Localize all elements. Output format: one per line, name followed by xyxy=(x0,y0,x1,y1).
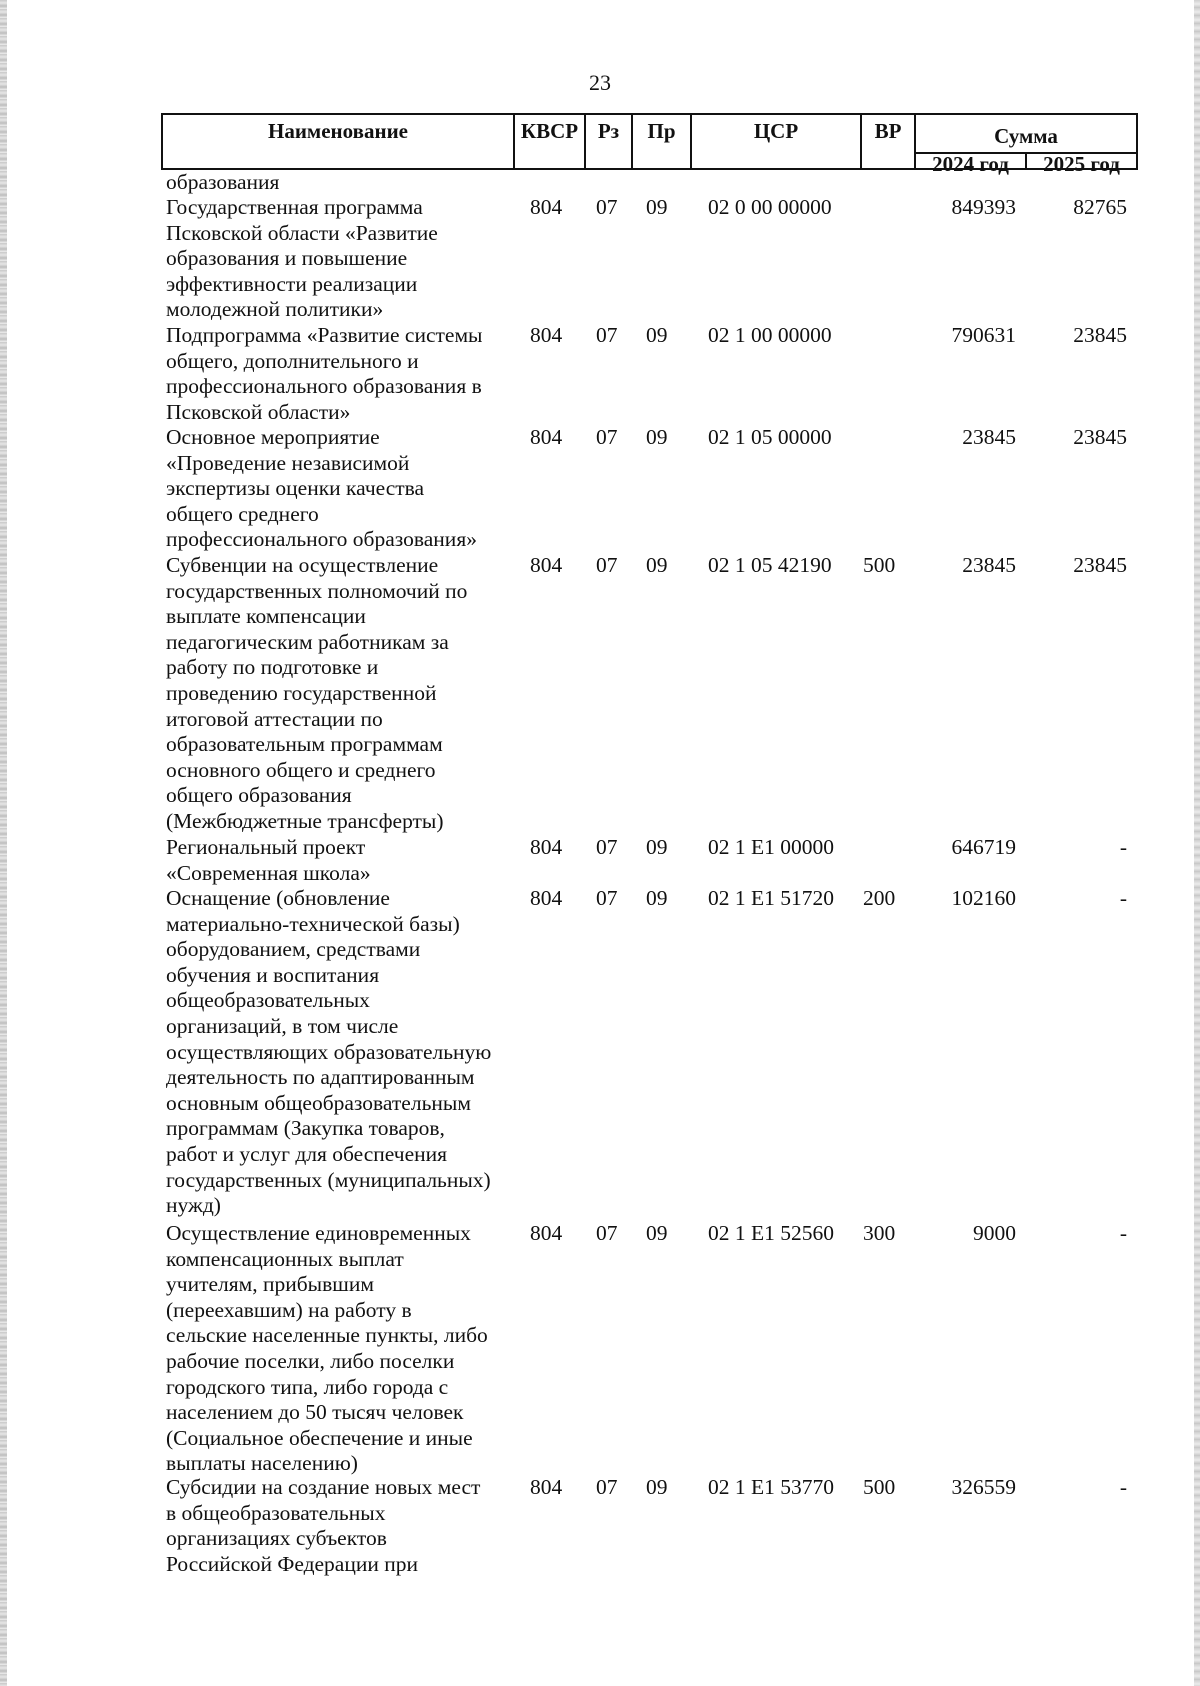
header-csr: ЦСР xyxy=(692,115,862,168)
row-sum-2024: 790631 xyxy=(951,323,1016,347)
row-csr: 02 1 00 00000 xyxy=(708,323,832,347)
row-sum-2025: 23845 xyxy=(1073,323,1127,347)
row-name: образования xyxy=(166,170,280,194)
row-sum-2024: 326559 xyxy=(951,1475,1016,1499)
row-sum-2025: 23845 xyxy=(1073,425,1127,449)
row-rz: 07 xyxy=(596,195,618,219)
row-sum-2025: 23845 xyxy=(1073,553,1127,577)
header-sum-label: Сумма xyxy=(994,124,1058,148)
row-rz: 07 xyxy=(596,886,618,910)
row-sum-2025: - xyxy=(1119,1475,1127,1499)
row-name: Подпрограмма «Развитие системы общего, дополнительного и профессионального образования в Псковской области» xyxy=(166,323,483,424)
header-year-2024: 2024 год xyxy=(916,152,1027,168)
page-number: 23 xyxy=(589,70,611,95)
row-csr: 02 1 E1 00000 xyxy=(708,835,835,859)
row-kvsr: 804 xyxy=(530,835,563,859)
row-csr: 02 1 E1 52560 xyxy=(708,1221,835,1245)
row-rz: 07 xyxy=(596,835,618,859)
row-sum-2025: - xyxy=(1119,886,1127,910)
row-pr: 09 xyxy=(646,1221,668,1245)
row-kvsr: 804 xyxy=(530,1221,563,1245)
row-sum-2024: 102160 xyxy=(951,886,1016,910)
row-name: Основное мероприятие «Проведение независимой экспертизы оценки качества общего среднего профессионального образования» xyxy=(166,425,477,552)
row-name: Субвенции на осуществление государственных полномочий по выплате компенсации педагогическим работникам за работу по подготовке и проведению государственной итоговой аттестации по образовательным программам основного общего и среднего общего образования (Межбюджетные трансферты) xyxy=(166,553,468,833)
row-vr: 500 xyxy=(863,553,896,577)
row-sum-2025: - xyxy=(1119,1221,1127,1245)
row-vr: 300 xyxy=(863,1221,896,1245)
row-sum-2024: 646719 xyxy=(951,835,1016,859)
row-csr: 02 1 05 00000 xyxy=(708,425,832,449)
header-rz: Рз xyxy=(586,115,633,168)
row-sum-2024: 23845 xyxy=(962,553,1016,577)
row-vr: 500 xyxy=(863,1475,896,1499)
row-sum-2025: - xyxy=(1119,835,1127,859)
row-pr: 09 xyxy=(646,195,668,219)
header-year-2025: 2025 год xyxy=(1027,152,1136,168)
row-csr: 02 1 E1 51720 xyxy=(708,886,835,910)
row-kvsr: 804 xyxy=(530,1475,563,1499)
row-sum-2024: 9000 xyxy=(973,1221,1016,1245)
row-pr: 09 xyxy=(646,323,668,347)
row-name: Осуществление единовременных компенсационных выплат учителям, прибывшим (переехавшим) на работу в сельские населенные пункты, либо рабочие поселки, либо поселки городского типа, либо города с населением до 50 тысяч человек (Социальное обеспечение и иные выплаты населению) xyxy=(166,1221,488,1476)
row-sum-2024: 23845 xyxy=(962,425,1016,449)
header-kvsr: КВСР xyxy=(515,115,586,168)
row-name: Оснащение (обновление материально-технической базы) оборудованием, средствами обучения и воспитания общеобразовательных организаций, в том числе осуществляющих образовательную деятельность по адаптированным основным общеобразовательным программам (Закупка товаров, работ и услуг для обеспечения государственных (муниципальных) нужд) xyxy=(166,886,492,1218)
scan-edge-right xyxy=(1194,0,1200,1686)
header-pr: Пр xyxy=(633,115,692,168)
row-csr: 02 1 05 42190 xyxy=(708,553,832,577)
row-name: Региональный проект «Современная школа» xyxy=(166,835,371,885)
row-rz: 07 xyxy=(596,553,618,577)
row-pr: 09 xyxy=(646,835,668,859)
row-rz: 07 xyxy=(596,425,618,449)
row-kvsr: 804 xyxy=(530,553,563,577)
row-kvsr: 804 xyxy=(530,195,563,219)
row-rz: 07 xyxy=(596,1221,618,1245)
table-header xyxy=(161,113,1138,176)
row-csr: 02 0 00 00000 xyxy=(708,195,832,219)
row-sum-2024: 849393 xyxy=(951,195,1016,219)
row-csr: 02 1 E1 53770 xyxy=(708,1475,835,1499)
row-pr: 09 xyxy=(646,886,668,910)
row-vr: 200 xyxy=(863,886,896,910)
row-rz: 07 xyxy=(596,323,618,347)
header-vr: ВР xyxy=(862,115,916,168)
scan-edge-left xyxy=(0,0,7,1686)
row-name: Государственная программа Псковской области «Развитие образования и повышение эффективности реализации молодежной политики» xyxy=(166,195,438,322)
header-name: Наименование xyxy=(163,115,515,168)
row-pr: 09 xyxy=(646,425,668,449)
row-kvsr: 804 xyxy=(530,323,563,347)
row-pr: 09 xyxy=(646,1475,668,1499)
row-rz: 07 xyxy=(596,1475,618,1499)
row-kvsr: 804 xyxy=(530,886,563,910)
row-pr: 09 xyxy=(646,553,668,577)
row-name: Субсидии на создание новых мест в общеобразовательных организациях субъектов Российской Федерации при xyxy=(166,1475,481,1576)
row-kvsr: 804 xyxy=(530,425,563,449)
row-sum-2025: 82765 xyxy=(1073,195,1127,219)
